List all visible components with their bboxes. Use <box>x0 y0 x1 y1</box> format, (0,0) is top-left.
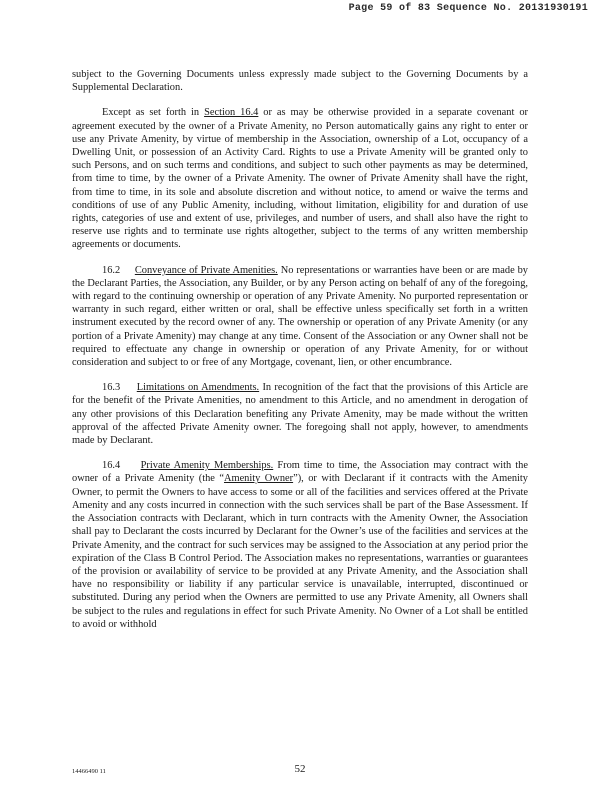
section-text: No representations or warranties have been or are made by the Declarant Parties, the Association, any Builder, or by any Person acting on behalf of any of the foregoing, with regard to the continuing ownership or operation of any Private Amenity. No purported representation or warranty in such regard, either written or oral, shall be effective unless specifically set forth in a written instrument executed by the record owner of any. The ownership or operation of any Private Amenity (or any portion of a Private Amenity) may change at any time. Consent of the Association or any Owner shall not be required to effectuate any change in ownership or operation of any Private Amenity, for or without consideration and subject to or free of any Mortgage, covenant, lien, or other encumbrance. <box>72 264 528 369</box>
section-text: In recognition of the fact that the provisions of this Article are for the benefit of the Private Amenities, no amendment to this Article, and no amendment in derogation of any other provisions of this Declaration benefiting any Private Amenity, may be made without the written approval of the affected Private Amenity owner. The foregoing shall not apply, however, to amendments made by Declarant. <box>72 382 528 447</box>
document-body <box>72 68 528 643</box>
paragraph-private-amenity-access <box>72 106 528 251</box>
paragraph-text: Except as set forth in <box>102 107 205 119</box>
section-16-4 <box>72 459 528 631</box>
section-16-3 <box>72 381 528 447</box>
page-number: 52 <box>294 763 306 775</box>
section-heading: Private Amenity Memberships. <box>140 460 274 472</box>
section-heading: Conveyance of Private Amenities. <box>134 264 278 276</box>
defined-term: Amenity Owner <box>223 473 294 485</box>
section-heading: Limitations on Amendments. <box>136 382 260 394</box>
section-text: ”), or with Declarant if it contracts with the Amenity Owner, to permit the Owners to have access to some or all of the facilities and services offered at the Private Amenity and any costs incurred in connection with the such services shall be part of the Base Assessment. If the Association contracts with Declarant, which in turn contracts with the Amenity Owner, the Association shall pay to Declarant the costs incurred by Declarant for the Owner’s use of the facilities and services at the Private Amenity, and the contract for such services may be assigned to the Association at any period prior the expiration of the Class B Control Period. The Association makes no representations, warranties or guarantees of the provision or availability of service to be provided at any Private Amenity, and the Association shall have no responsibility or liability if any particular service is unavailable, interrupted, discontinued or substituted. During any period when the Owners are permitted to use any Private Amenity, all Owners shall be subject to the rules and regulations in effect for such Private Amenity. No Owner of a Lot shall be entitled to avoid or withhold <box>72 473 528 630</box>
paragraph-text: or as may be otherwise provided in a separate covenant or agreement executed by the owner of a Private Amenity, no Person automatically gains any right to enter or use any Private Amenity, by virtue of membership in the Association, ownership of a Lot, occupancy of a Dwelling Unit, or possession of an Activity Card. Rights to use a Private Amenity will be granted only to such Persons, and on such terms and conditions, and subject to such other payments as may be determined, from time to time, by the owner of a Private Amenity. The owner of Private Amenity shall have the right, from time to time, in its sole and absolute discretion and without notice, to amend or waive the terms and conditions of use of any Public Amenity, including, without limitation, eligibility for and duration of use rights, categories of use and extent of use, privileges, and number of users, and shall also have the right to reserve use rights and to terminate use rights altogether, subject to the terms of any written membership agreements or documents. <box>72 107 528 251</box>
section-reference-link: Section 16.4 <box>204 107 259 119</box>
section-text: From time to time, the Association may contract with the owner of a Private Amenity (the “ <box>72 460 528 485</box>
section-16-2 <box>72 264 528 370</box>
section-number: 16.3 <box>102 382 121 394</box>
section-number: 16.4 <box>102 460 121 472</box>
paragraph-continuation: subject to the Governing Documents unless expressly made subject to the Governing Documents by a Supplemental Declaration. <box>72 69 528 94</box>
document-code: 14466490 11 <box>72 768 106 775</box>
page-sequence-stamp: Page 59 of 83 Sequence No. 20131930191 <box>348 3 588 14</box>
section-number: 16.2 <box>102 264 121 276</box>
